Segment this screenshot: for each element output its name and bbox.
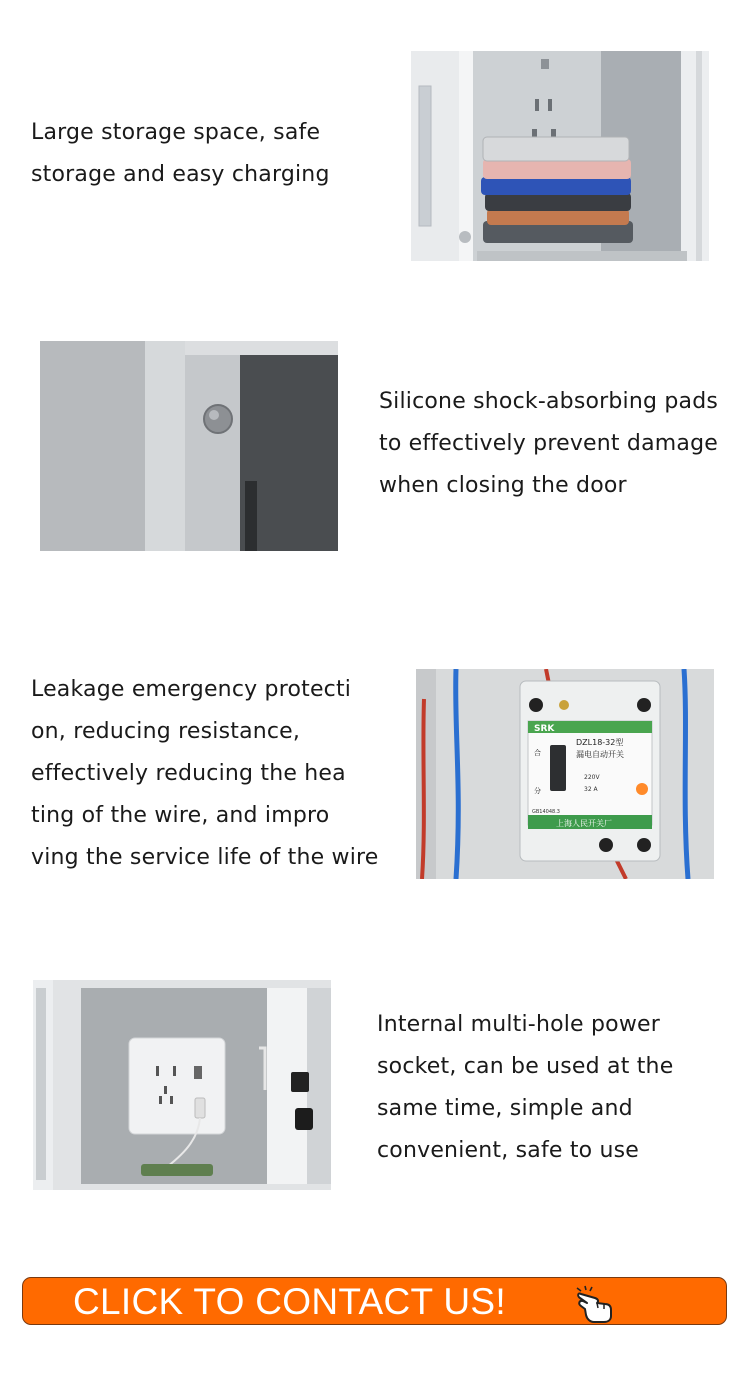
switch-off-label: 分 (534, 787, 541, 795)
text-line: ting of the wire, and impro (31, 803, 330, 828)
breaker-voltage: 220V (584, 774, 600, 781)
text-line: convenient, safe to use (377, 1138, 640, 1163)
feature-storage-text (31, 112, 330, 196)
phone-storage-photo (411, 51, 709, 261)
text-line: to effectively prevent damage (379, 431, 718, 456)
breaker-toggle (550, 745, 566, 791)
text-line: ving the service life of the wire (31, 845, 379, 870)
text-line: Internal multi-hole power (377, 1012, 660, 1037)
feature-socket-text (377, 1004, 673, 1172)
breaker-model: DZL18-32型 (576, 738, 624, 747)
contact-us-label: CLICK TO CONTACT US! (73, 1281, 506, 1322)
text-line: when closing the door (379, 473, 627, 498)
text-line: Large storage space, safe (31, 120, 321, 145)
contact-us-button[interactable] (22, 1277, 727, 1325)
text-line: socket, can be used at the (377, 1054, 674, 1079)
breaker-rating: 32 A (584, 786, 598, 793)
breaker-standard: GB14048.3 (532, 809, 560, 815)
breaker-photo (416, 669, 714, 879)
feature-pad-text (379, 381, 718, 507)
breaker-brand: SRK (534, 724, 555, 734)
socket-photo (33, 980, 331, 1190)
feature-leakage-text (31, 669, 379, 879)
breaker-name: 漏电自动开关 (576, 750, 624, 759)
text-line: Leakage emergency protecti (31, 677, 352, 702)
pointing-hand-icon (575, 1284, 619, 1324)
text-line: same time, simple and (377, 1096, 633, 1121)
switch-on-label: 合 (534, 749, 541, 757)
door-pad-photo (40, 341, 338, 551)
text-line: effectively reducing the hea (31, 761, 346, 786)
text-line: Silicone shock-absorbing pads (379, 389, 719, 414)
breaker-maker: 上海人民开关厂 (556, 819, 612, 828)
text-line: storage and easy charging (31, 162, 330, 187)
text-line: on, reducing resistance, (31, 719, 301, 744)
